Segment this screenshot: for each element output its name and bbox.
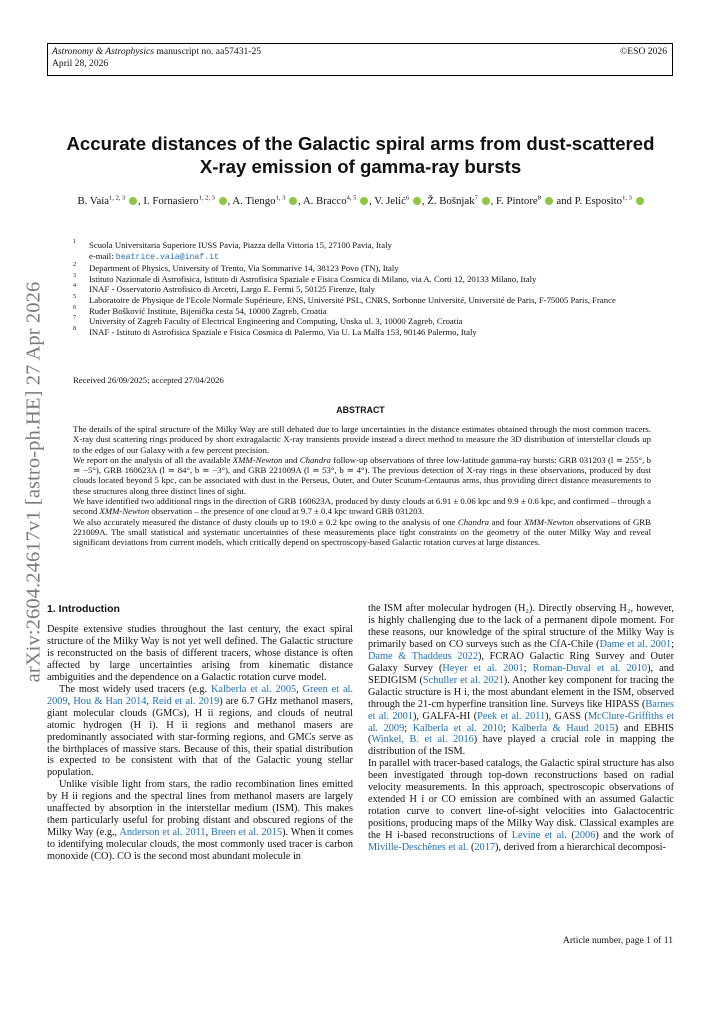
paragraph: The most widely used tracers (e.g. Kalberla et al. 2005, Green et al. 2009, Hou & Han 2014, Reid et al. 2019) are 6.7 GHz methanol masers, giant molecular clouds (GMCs), H ii regions, and clouds of neutral atomic hydrogen (H i). H ii regions and methanol masers are predominantly associated with star-forming regions, and GMCs serve as the birthplaces of massive stars. Because of this, their spatial distribution is expected to be consistent with that of the Galactic young stellar population. bbox=[47, 683, 353, 779]
citation-link[interactable]: Roman-Duval et al. 2010 bbox=[532, 662, 648, 674]
orcid-icon[interactable] bbox=[545, 197, 553, 205]
title-line-2: X-ray emission of gamma-ray bursts bbox=[199, 156, 522, 177]
citation-link[interactable]: Heyer et al. 2001 bbox=[442, 662, 524, 674]
author: Ž. Bošnjak$^7$ , bbox=[427, 194, 496, 207]
citation-link[interactable]: McClure-Griffiths et al. 2009 bbox=[368, 710, 675, 734]
manuscript-date: April 28, 2026 bbox=[52, 58, 109, 69]
arxiv-stamp-text: arXiv:2604.24617v1 [astro-ph.HE] 27 Apr 2026 bbox=[22, 281, 45, 683]
citation-link[interactable]: 2006 bbox=[574, 830, 596, 842]
affiliation: 1 Scuola Universitaria Superiore IUSS Pavia, Piazza della Vittoria 15, 27100 Pavia, Italy e-mail: beatrice.vaia@inaf.it bbox=[73, 238, 392, 262]
orcid-icon[interactable] bbox=[360, 197, 368, 205]
abstract-paragraph: We also accurately measured the distance of dusty clouds up to 19.0 ± 0.2 kpc owing to the analysis of one Chandra and four XMM-Newton observations of GRB 221009A. The small statistical and systematic uncertainties of these measurements place tight constraints on the geometry of the outer Milky Way and reveal significant deviations from current models, which critically depend on spectroscopy-based Galactic rotation curves at large distances. bbox=[73, 516, 651, 548]
author: A. Tiengo$^{1, 3}$ , bbox=[232, 194, 303, 207]
affiliation: 2 Department of Physics, University of Trento, Via Sommarive 14, 38123 Povo (TN), Italy bbox=[73, 261, 399, 274]
author: B. Vaia$^{1, 2, 3}$ , bbox=[77, 194, 144, 207]
affiliation: 4 INAF - Osservatorio Astrofisico di Arcetri, Largo E. Fermi 5, 50125 Firenze, Italy bbox=[73, 282, 375, 295]
citation-link[interactable]: Miville-Deschênes et al. bbox=[368, 842, 469, 854]
orcid-icon[interactable] bbox=[219, 197, 227, 205]
author: F. Pintore$^8$ and bbox=[495, 194, 575, 207]
paper-title bbox=[40, 132, 681, 178]
abstract-heading: ABSTRACT bbox=[336, 405, 385, 415]
citation-link[interactable]: Anderson et al. 2011 bbox=[119, 827, 206, 839]
author: A. Bracco$^{4, 5}$ , bbox=[302, 194, 375, 207]
affiliation: 7 University of Zagreb Faculty of Electrical Engineering and Computing, Unska ul. 3, 10000 Zagreb, Croatia bbox=[73, 314, 463, 327]
journal-name: Astronomy & Astrophysics bbox=[52, 46, 154, 57]
email-link[interactable]: beatrice.vaia@inaf.it bbox=[115, 252, 219, 262]
affiliation: 5 Laboratoire de Physique de l'Ecole Normale Supérieure, ENS, Université PSL, CNRS, Sorbonne Université, Université de Paris, F-75005 Paris, France bbox=[73, 292, 616, 305]
orcid-icon[interactable] bbox=[413, 197, 421, 205]
journal-line bbox=[52, 46, 261, 58]
author-list bbox=[58, 194, 664, 209]
paragraph: the ISM after molecular hydrogen (H₂). Directly observing H₂, however, is highly challenging due to the lack of a permanent dipole moment. For these reasons, our knowledge of the spiral structure of the Milky Way is primarily based on CO surveys such as the CfA-Chile (Dame et al. 2001; Dame & Thaddeus 2022), FCRAO Galactic Ring Survey and Outer Galaxy Survey (Heyer et al. 2001; Roman-Duval et al. 2010), and SEDIGISM (Schuller et al. 2021). Another key component for tracing the Galactic structure is H i, the most abundant element in the ISM, observed through the 21-cm hyperfine transition line. Surveys like HIPASS (Barnes et al. 2001), GALFA-HI (Peek et al. 2011), GASS (McClure-Griffiths et al. 2009; Kalberla et al. 2010; Kalberla & Haud 2015) and EBHIS (Winkel, B. et al. 2016) have played a crucial role in mapping the distribution of the ISM. bbox=[368, 603, 675, 758]
citation-link[interactable]: Dame et al. 2001 bbox=[599, 638, 672, 650]
page-footer: Article number, page 1 of 11 bbox=[562, 935, 673, 946]
citation-link[interactable]: 2017 bbox=[474, 842, 495, 854]
citation-link[interactable]: Reid et al. 2019 bbox=[152, 695, 220, 707]
citation-link[interactable]: Schuller et al. 2021 bbox=[422, 674, 504, 686]
abstract-paragraph: We report on the analysis of all the available XMM-Newton and Chandra follow-up observations of three low-latitude gamma-ray bursts: GRB 031203 (l ≃ 255°, b ≃ −5°), GRB 160623A (l ≃ 84°, b ≃ −3°), and GRB 221009A (l ≃ 53°, b ≃ 4°). The previous detection of X-ray rings in these observations, produced by dust clouds located beyond 5 kpc, can be associated with dust in the Perseus, Outer, and Outer Scutum-Centaurus arms, thus providing direct distance measurements to these structures along three distinct lines of sight. bbox=[73, 454, 652, 496]
author: I. Fornasiero$^{1, 2, 3}$ , bbox=[143, 194, 233, 207]
orcid-icon[interactable] bbox=[129, 197, 137, 205]
citation-link[interactable]: Barnes et al. 2001 bbox=[368, 698, 674, 722]
paragraph: In parallel with tracer-based catalogs, the Galactic spiral structure has also been investigated through top-down reconstructions based on radial velocity measurements. In this approach, spectroscopic observations of extended H i or CO emission are combined with an assumed Galactic rotation curve to convert line-of-sight velocities into Galactocentric positions, producing maps of the Milky Way disk. Classical examples are the H i-based reconstructions of Levine et al. (2006) and the work of Miville-Deschênes et al. (2017), derived from a hierarchical decomposi- bbox=[368, 758, 674, 854]
author: P. Esposito$^{1, 3}$ bbox=[575, 195, 645, 207]
citation-link[interactable]: Green et al. 2009 bbox=[47, 683, 353, 707]
orcid-icon[interactable] bbox=[482, 197, 490, 205]
citation-link[interactable]: Breen et al. 2015 bbox=[210, 827, 283, 839]
citation-link[interactable]: Hou & Han 2014 bbox=[73, 695, 147, 707]
abstract-body bbox=[73, 424, 651, 548]
citation-link[interactable]: Peek et al. 2011 bbox=[477, 710, 546, 722]
orcid-icon[interactable] bbox=[636, 197, 644, 205]
citation-link[interactable]: Levine et al. bbox=[511, 830, 567, 842]
title-line-1: Accurate distances of the Galactic spiral arms from dust-scattered bbox=[66, 133, 655, 154]
citation-link[interactable]: Dame & Thaddeus 2022 bbox=[368, 650, 478, 662]
text-column-right bbox=[368, 603, 674, 854]
text-column-left bbox=[47, 624, 353, 863]
affiliation: 6 Ruđer Bošković Institute, Bijenička cesta 54, 10000 Zagreb, Croatia bbox=[73, 303, 327, 316]
received-accepted: Received 26/09/2025; accepted 27/04/2026 bbox=[73, 375, 224, 385]
affiliations bbox=[73, 240, 673, 337]
manuscript-number: manuscript no. aa57431-25 bbox=[156, 46, 262, 57]
abstract-paragraph: We have identified two additional rings in the direction of GRB 160623A, produced by dusty clouds at 6.91 ± 0.06 kpc and 9.9 ± 0.6 kpc, and confirmed – through a second XMM-Newton observation – the presence of one cloud at 9.7 ± 0.4 kpc toward GRB 031203. bbox=[73, 496, 651, 517]
section-heading-introduction: 1. Introduction bbox=[47, 603, 120, 615]
orcid-icon[interactable] bbox=[289, 197, 297, 205]
affiliation: 3 Istituto Nazionale di Astrofisica, Istituto di Astrofisica Spaziale e Fisica Cosmica di Milano, via A. Corti 12, 20133 Milano, Italy bbox=[73, 271, 537, 284]
affiliation: 8 INAF - Istituto di Astrofisica Spaziale e Fisica Cosmica di Palermo, Via U. La Malfa 153, 90146 Palermo, Italy bbox=[73, 324, 477, 337]
abstract-paragraph: The details of the spiral structure of the Milky Way are still debated due to large uncertainties in the distance estimates obtained through the most common tracers. X-ray dust scattering rings produced by short extragalactic X-ray transients provide instead a direct method to measure the 3D distribution of interstellar clouds up to the edges of our Galaxy with a few percent precision. bbox=[73, 424, 651, 455]
citation-link[interactable]: Kalberla et al. 2005 bbox=[211, 683, 297, 695]
paragraph: Despite extensive studies throughout the last century, the exact spiral structure of the Milky Way is not yet well defined. The Galactic structure is reconstructed on the basis of different tracers, whose distance is often affected by large uncertainties arising from kinematic distance ambiguities and the dependence on a Galactic rotation curve model. bbox=[47, 624, 353, 683]
citation-link[interactable]: Winkel, B. et al. 2016 bbox=[371, 734, 474, 746]
citation-link[interactable]: Kalberla et al. 2010 bbox=[412, 722, 504, 734]
author: V. Jelić$^6$ , bbox=[374, 194, 428, 207]
paragraph: Unlike visible light from stars, the radio recombination lines emitted by H ii regions and the spectral lines from methanol masers are largely unaffected by absorption in the interstellar medium (ISM). This makes them particularly useful for probing distant and obscured regions of the Milky Way (e.g., Anderson et al. 2011, Breen et al. 2015). When it comes to identifying molecular clouds, the most commonly used tracer is carbon monoxide (CO). CO is the second most abundant molecule in bbox=[47, 779, 353, 863]
copyright: ©ESO 2026 bbox=[620, 46, 667, 57]
citation-link[interactable]: Kalberla & Haud 2015 bbox=[511, 722, 615, 734]
